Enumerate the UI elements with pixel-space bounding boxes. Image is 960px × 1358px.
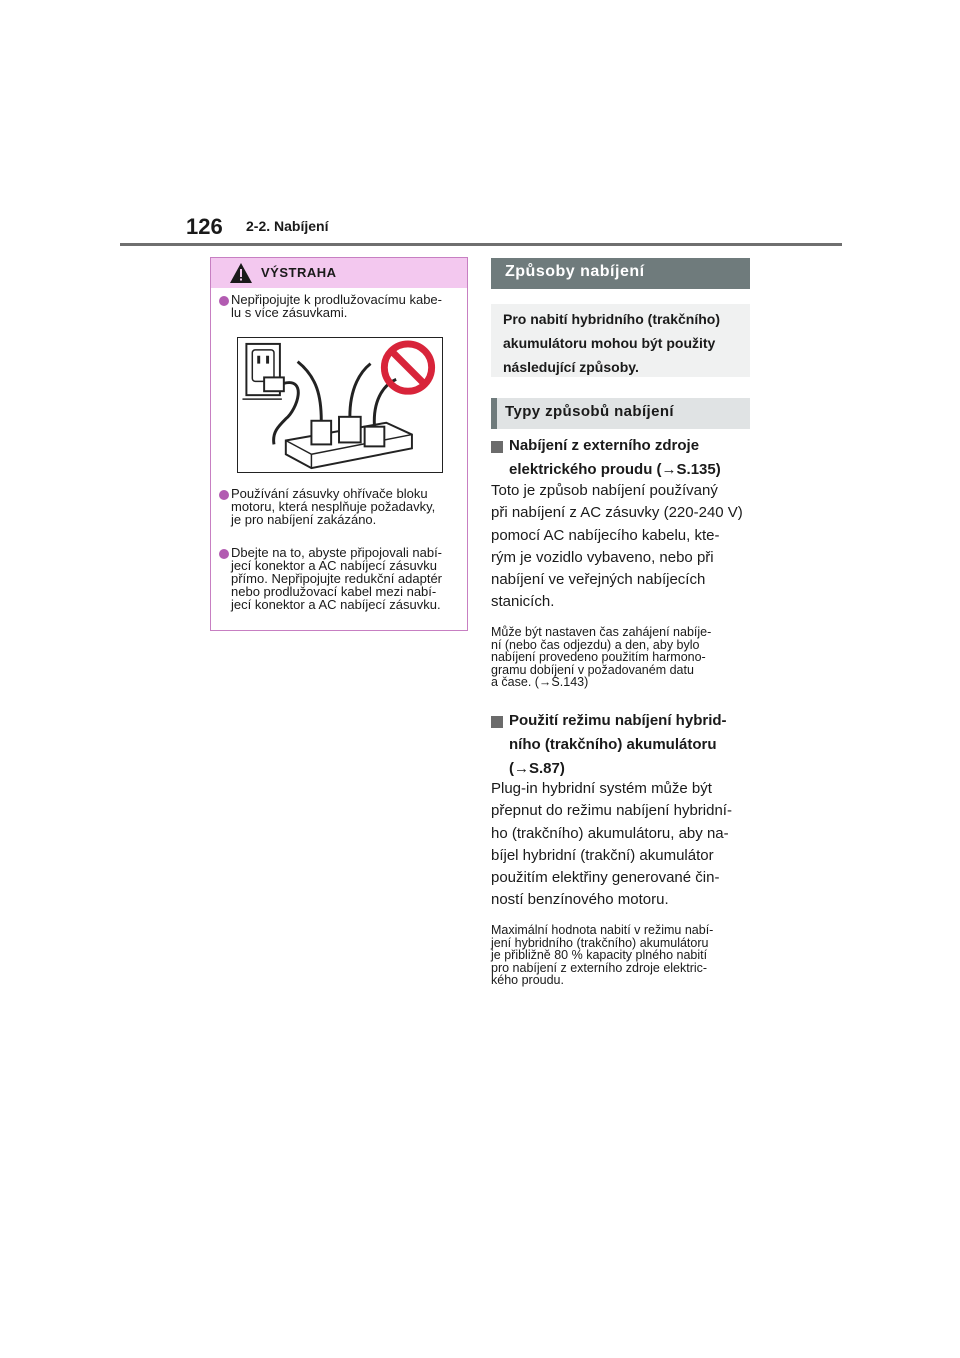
bullet-icon <box>219 549 229 559</box>
line: nebo prodlužovací kabel mezi nabí- <box>231 584 437 599</box>
section1-note <box>491 626 753 689</box>
line: (→S.87) <box>509 760 565 777</box>
header-rule <box>120 243 842 246</box>
intro-box <box>491 304 750 377</box>
square-bullet-icon <box>491 441 503 453</box>
bullet-icon <box>219 296 229 306</box>
types-accent-bar <box>491 398 497 429</box>
warning-item-1 <box>231 293 467 319</box>
line: pomocí AC nabíjecího kabelu, kte- <box>491 526 720 544</box>
line: Používání zásuvky ohřívače bloku <box>231 486 428 501</box>
page-number: 126 <box>186 214 223 239</box>
section2-note <box>491 924 753 987</box>
section2-body <box>491 778 753 912</box>
line: kého proudu. <box>491 973 564 987</box>
line: přímo. Nepřipojujte redukční adaptér <box>231 571 443 586</box>
line: přepnut do režimu nabíjení hybridní- <box>491 802 732 820</box>
line: Pro nabití hybridního (trakčního) <box>503 311 720 327</box>
section1-body <box>491 480 753 614</box>
line: lu s více zásuvkami. <box>231 305 348 320</box>
types-title: Typy způsobů nabíjení <box>505 403 674 420</box>
line: Použití režimu nabíjení hybrid- <box>509 712 727 729</box>
line: Dbejte na to, abyste připojovali nabí- <box>231 545 443 560</box>
section-title: 2-2. Nabíjení <box>246 218 329 234</box>
line: pro nabíjení z externího zdroje elektric- <box>491 960 708 975</box>
bullet-icon <box>219 490 229 500</box>
line: Nepřipojujte k prodlužovacímu kabe- <box>231 292 442 307</box>
prohibited-icon <box>384 344 431 391</box>
line: při nabíjení z AC zásuvky (220-240 V) <box>491 504 743 522</box>
line: rým je vozidlo vybaveno, nebo při <box>491 548 714 566</box>
line: ní (nebo čas odjezdu) a den, aby bylo <box>491 637 700 652</box>
section2-title <box>509 709 749 781</box>
line: je pro nabíjení zakázáno. <box>231 512 377 527</box>
line: jení hybridního (trakčního) akumulátoru <box>491 935 709 950</box>
warning-box <box>210 257 468 631</box>
line: ho (trakčního) akumulátoru, aby na- <box>491 824 729 842</box>
line: následující způsoby. <box>503 359 639 375</box>
warning-triangle-icon <box>229 262 253 284</box>
line: motoru, která nesplňuje požadavky, <box>231 499 436 514</box>
line: je přibližně 80 % kapacity plného nabití <box>491 948 708 962</box>
line: Toto je způsob nabíjení používaný <box>491 482 718 499</box>
line: bíjel hybridní (trakční) akumulátor <box>491 846 714 864</box>
types-header <box>491 398 750 429</box>
line: ností benzínového motoru. <box>491 891 669 909</box>
line: Maximální hodnota nabití v režimu nabí- <box>491 923 714 937</box>
square-bullet-icon <box>491 716 503 728</box>
line: Nabíjení z externího zdroje <box>509 437 700 454</box>
methods-header <box>491 258 750 289</box>
plug-icon <box>264 377 298 444</box>
line: jecí konektor a AC nabíjecí zásuvku <box>231 558 437 573</box>
connected-plugs-icon <box>298 362 397 447</box>
line: a čase. (→S.143) <box>491 675 589 689</box>
line: elektrického proudu (→S.135) <box>509 461 721 478</box>
line: gramu dobíjení v požadovaném datu <box>491 662 694 677</box>
line: ního (trakčního) akumulátoru <box>509 736 717 753</box>
methods-title: Způsoby nabíjení <box>505 263 645 280</box>
warning-title: VÝSTRAHA <box>261 265 337 280</box>
line: jecí konektor a AC nabíjecí zásuvku. <box>231 597 441 612</box>
extension-cord-prohibited-illustration <box>237 337 443 473</box>
warning-item-2 <box>231 487 467 526</box>
line: použitím elektřiny generované čin- <box>491 869 720 887</box>
warning-header <box>211 258 467 288</box>
line: nabíjení ve veřejných nabíjecích <box>491 571 706 589</box>
line: stanicích. <box>491 593 555 611</box>
line: Může být nastaven čas zahájení nabíje- <box>491 625 712 639</box>
line: Plug-in hybridní systém může být <box>491 780 712 797</box>
line: akumulátoru mohou být použity <box>503 335 716 351</box>
line: nabíjení provedeno použitím harmono- <box>491 650 706 664</box>
intro-text <box>503 307 743 379</box>
warning-item-3 <box>231 546 467 611</box>
section1-title <box>509 434 749 482</box>
